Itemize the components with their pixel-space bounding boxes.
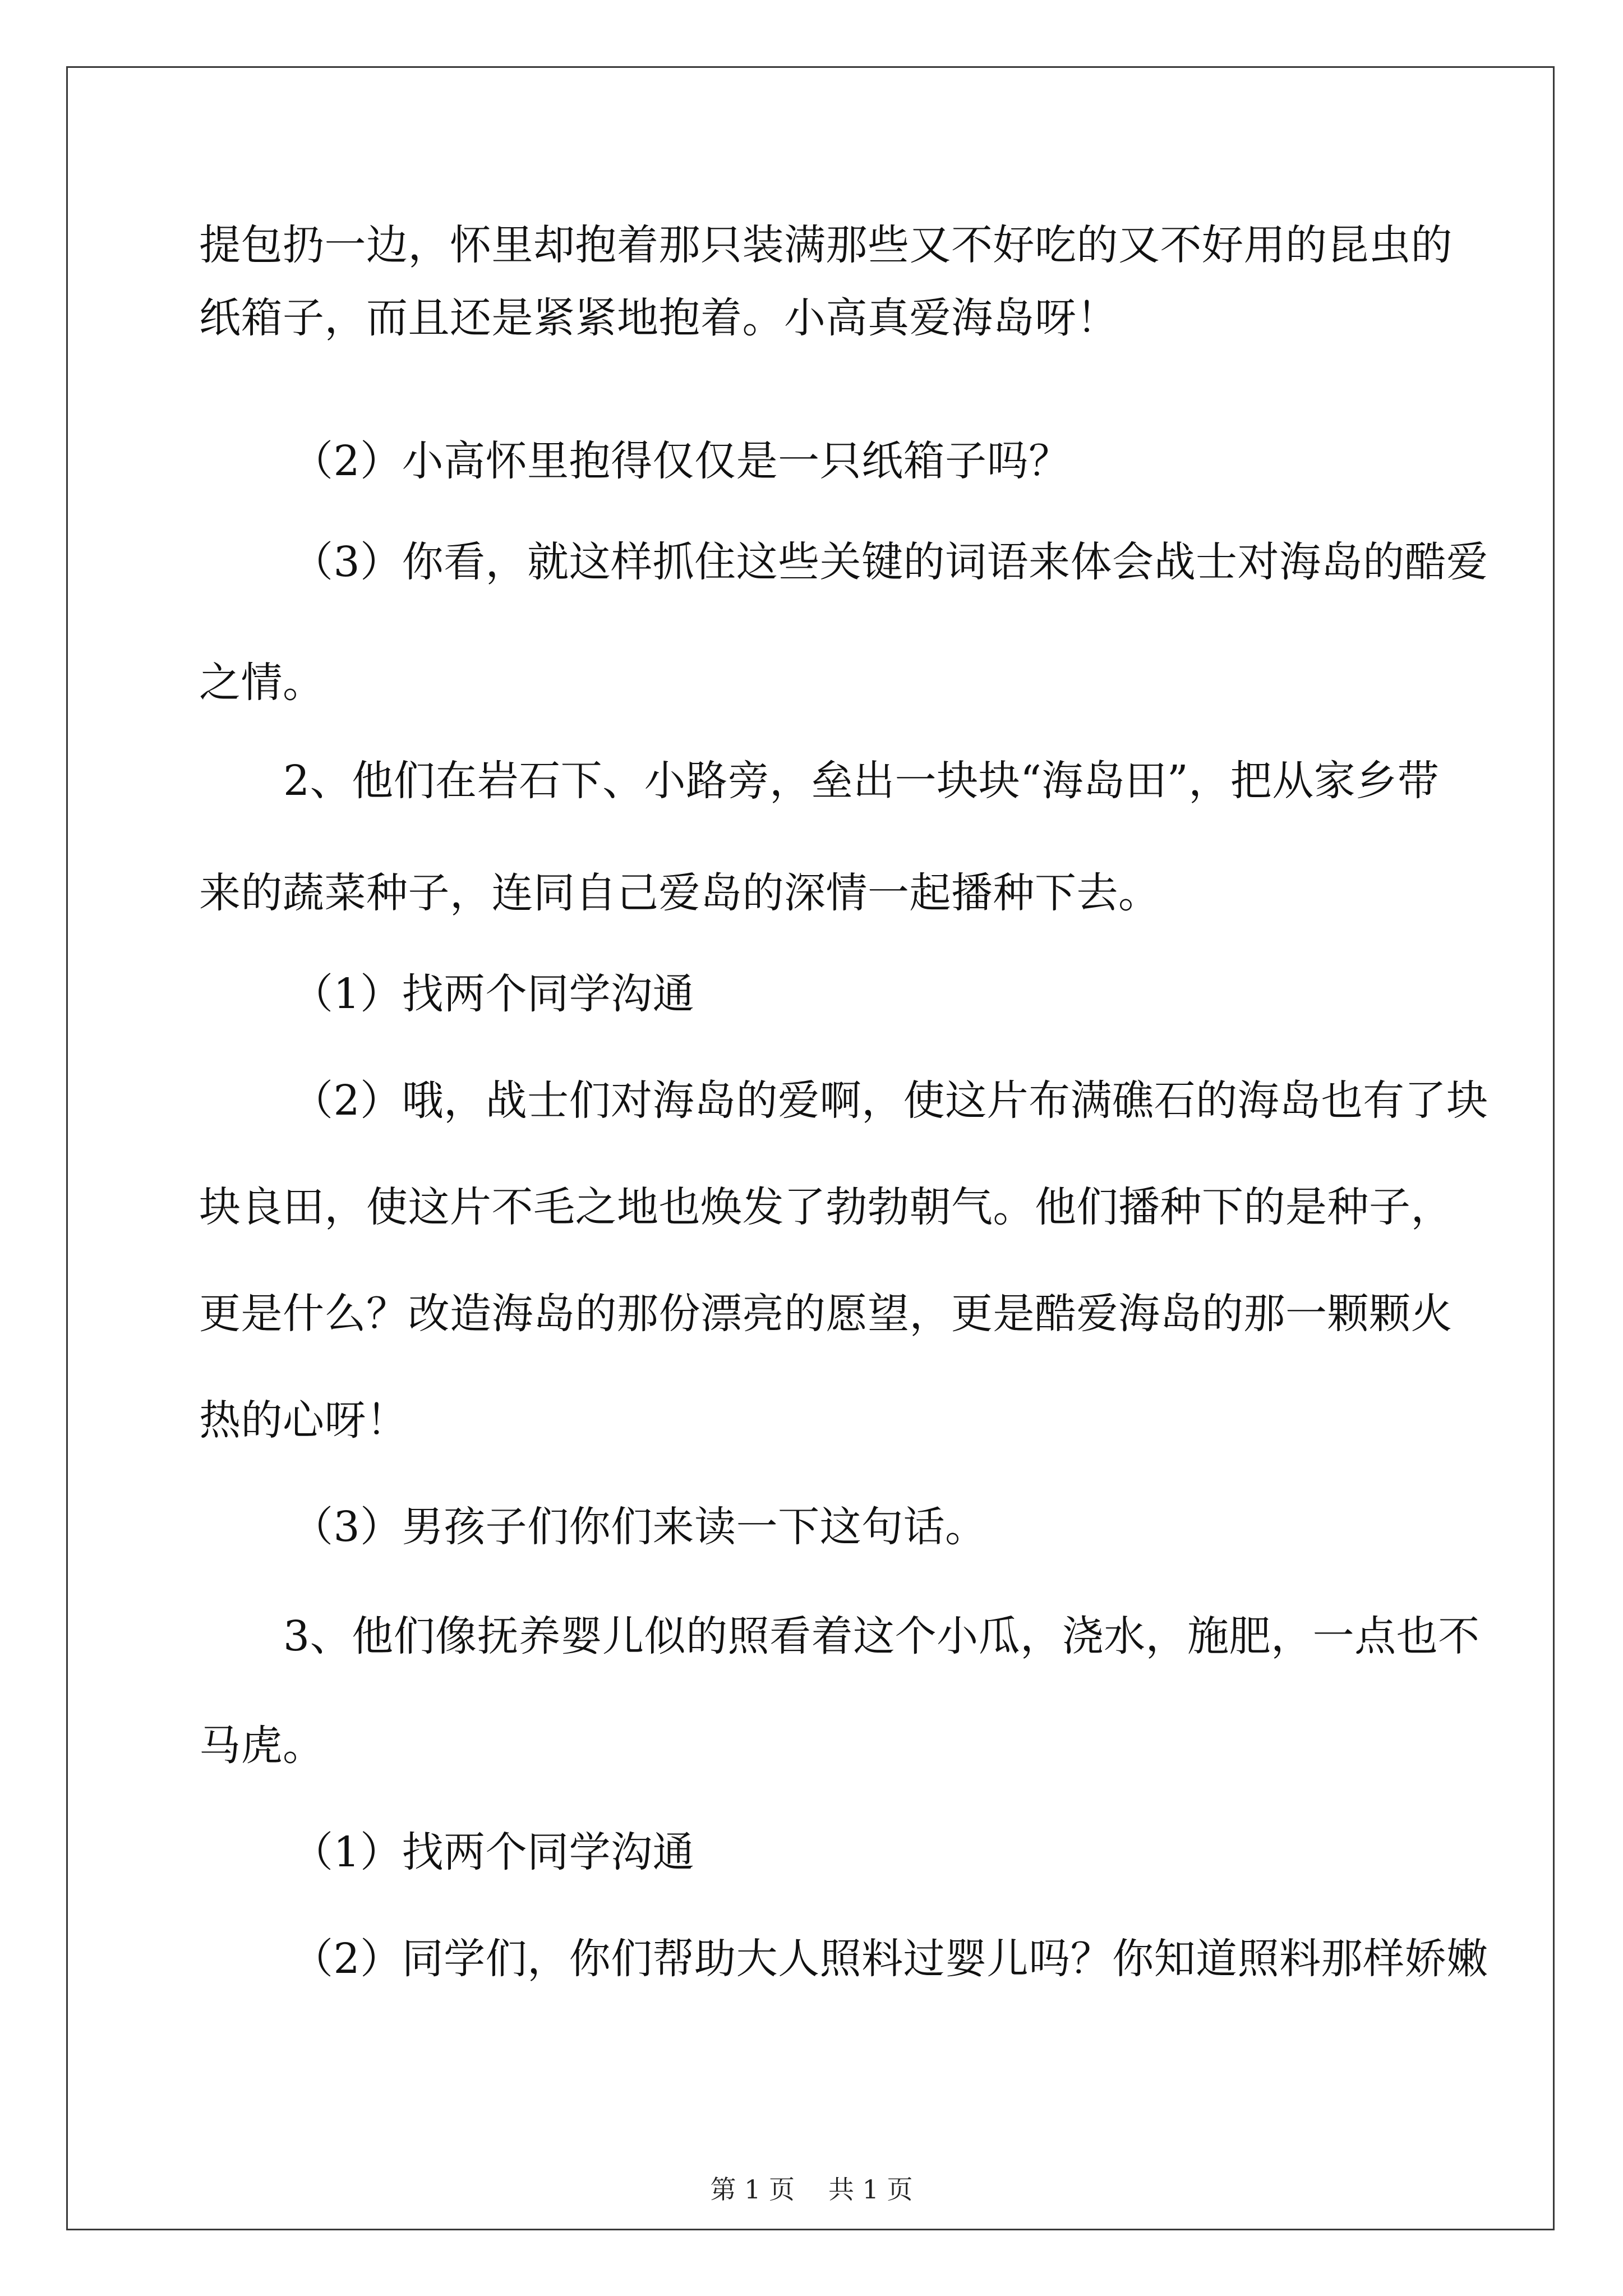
- text-line-13: （3）男孩子们你们来读一下这句话。: [292, 1503, 987, 1551]
- page-number: 第 1 页: [710, 2174, 795, 2205]
- text-line-10: 块良田，使这片不毛之地也焕发了勃勃朝气。他们播种下的是种子，: [199, 1183, 1453, 1231]
- text-line-16: （1）找两个同学沟通: [292, 1828, 695, 1876]
- text-line-2: 纸箱子，而且还是紧紧地抱着。小高真爱海岛呀！: [199, 294, 1118, 342]
- page-footer: [0, 2174, 1623, 2205]
- text-line-17: （2）同学们，你们帮助大人照料过婴儿吗？你知道照料那样娇嫩: [292, 1935, 1488, 1983]
- text-line-9: （2）哦，战士们对海岛的爱啊，使这片布满礁石的海岛也有了块: [292, 1076, 1488, 1125]
- text-line-4: （3）你看，就这样抓住这些关键的词语来体会战士对海岛的酷爱: [292, 538, 1488, 586]
- text-line-8: （1）找两个同学沟通: [292, 970, 695, 1018]
- text-line-14: 3、他们像抚养婴儿似的照看着这个小瓜，浇水，施肥，一点也不: [283, 1612, 1480, 1660]
- text-line-11: 更是什么？改造海岛的那份漂亮的愿望，更是酷爱海岛的那一颗颗火: [199, 1290, 1453, 1338]
- text-line-7: 来的蔬菜种子，连同自己爱岛的深情一起播种下去。: [199, 869, 1160, 917]
- text-line-5: 之情。: [199, 659, 325, 707]
- page-border: [66, 66, 1555, 2230]
- text-line-6: 2、他们在岩石下、小路旁，垒出一块块“海岛田”，把从家乡带: [283, 757, 1440, 805]
- text-line-12: 热的心呀！: [199, 1396, 408, 1444]
- text-line-15: 马虎。: [199, 1722, 325, 1770]
- page-total: 共 1 页: [828, 2174, 913, 2205]
- text-line-1: 提包扔一边，怀里却抱着那只装满那些又不好吃的又不好用的昆虫的: [199, 221, 1453, 269]
- text-line-3: （2）小高怀里抱得仅仅是一只纸箱子吗？: [292, 437, 1071, 485]
